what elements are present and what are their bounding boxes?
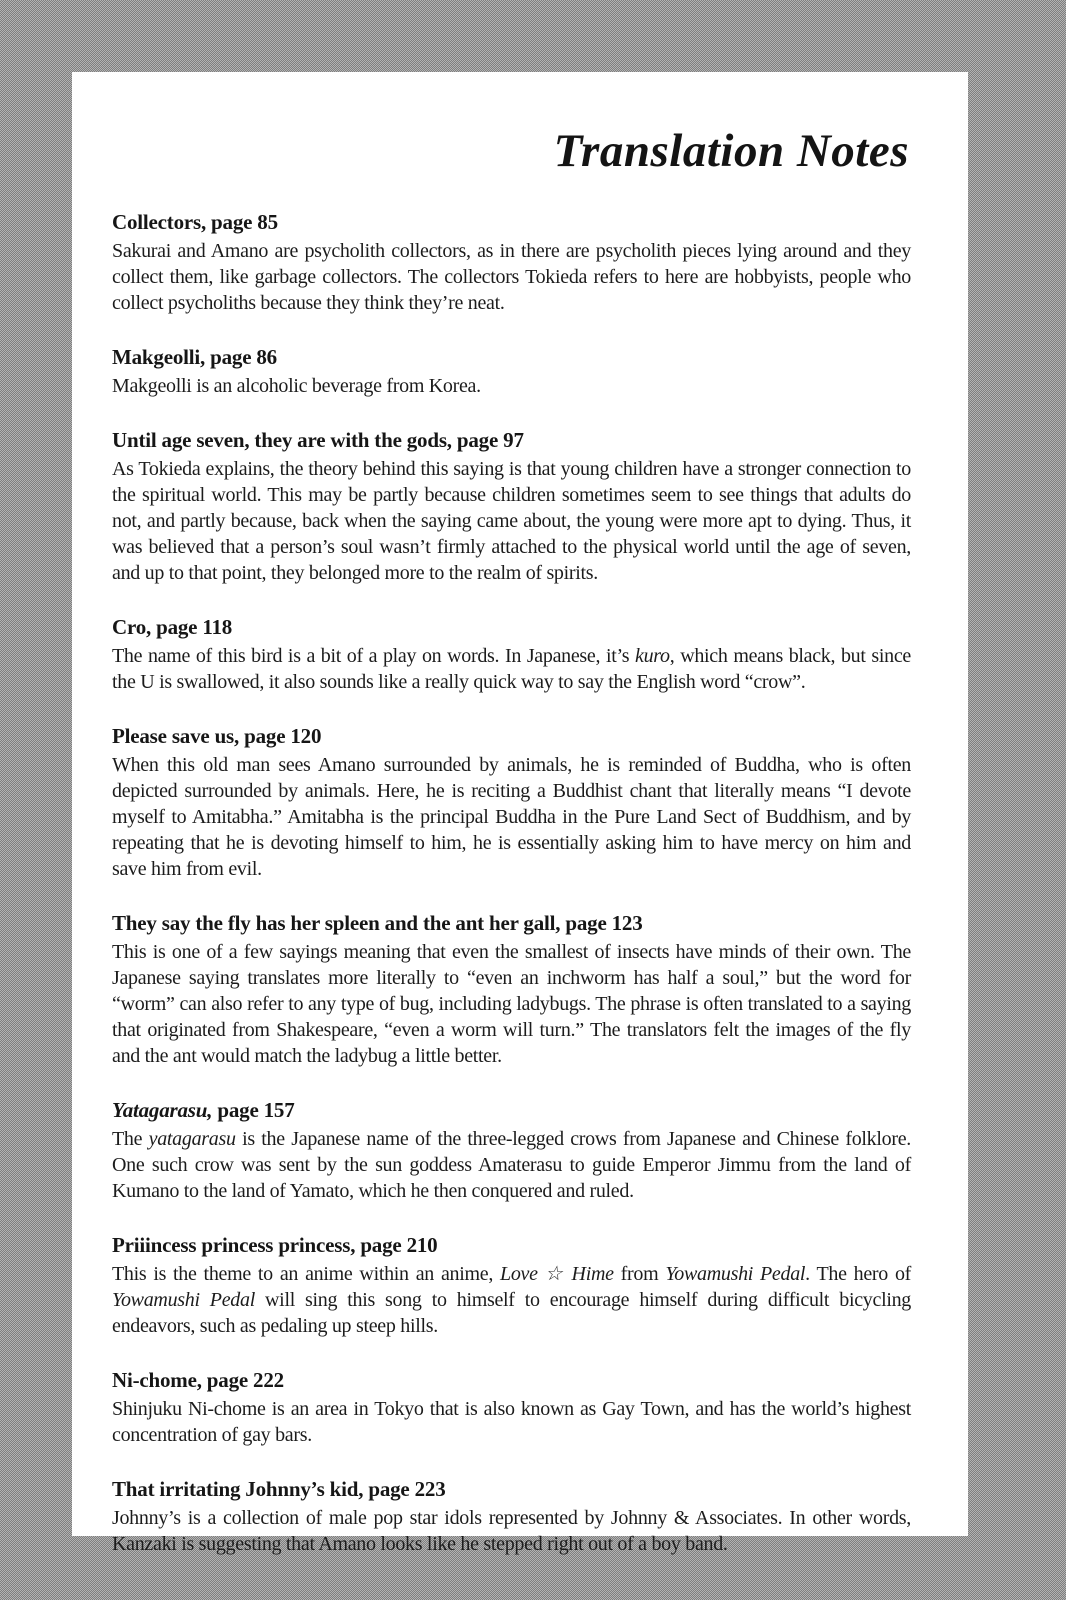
- note-section: [112, 344, 911, 399]
- text-run: The: [112, 1127, 149, 1150]
- note-heading: [112, 614, 911, 640]
- note-body: [112, 373, 911, 399]
- italic-text-run: yatagarasu: [148, 1127, 236, 1150]
- text-run: Please save us, page 120: [112, 723, 322, 748]
- text-run: The name of this bird is a bit of a play on words. In Japanese, it’s: [112, 644, 635, 667]
- note-heading: [112, 344, 911, 370]
- note-section: [112, 910, 911, 1069]
- text-run: , which means black, but since the U is swallowed, it also sounds like a really quick way to say the English word “crow”.: [112, 644, 912, 693]
- text-run: . The hero of: [805, 1262, 912, 1285]
- translation-notes-list: [112, 209, 911, 1557]
- note-heading: [112, 1097, 911, 1123]
- note-body: [112, 456, 911, 586]
- text-run: As Tokieda explains, the theory behind this saying is that young children have a stronger connection to the spiritual world. This may be partly because children sometimes seem to see things that adults do not, and partly because, back when the saying came about, the young were more apt to dying. Thus, it was believed that a person’s soul wasn’t firmly attached to the physical world until the age of seven, and up to that point, they belonged more to the realm of spirits.: [112, 457, 911, 584]
- text-run: Johnny’s is a collection of male pop star idols represented by Johnny & Associates. In other words, Kanzaki is suggesting that Amano looks like he stepped right out of a boy band.: [112, 1506, 911, 1555]
- book-page: [72, 72, 968, 1555]
- text-run: page 157: [212, 1097, 295, 1122]
- text-run: When this old man sees Amano surrounded by animals, he is reminded of Buddha, who is often depicted surrounded by animals. Here, he is reciting a Buddhist chant that literally means “I devote myself to Amitabha.” Amitabha is the principal Buddha in the Pure Land Sect of Buddhism, and by repeating that he is devoting himself to him, he is essentially asking him to have mercy on him and save him from evil.: [112, 753, 911, 880]
- italic-text-run: kuro: [635, 644, 670, 667]
- text-run: Sakurai and Amano are psycholith collectors, as in there are psycholith pieces lying around and they collect them, like garbage collectors. The collectors Tokieda refers to here are hobbyists, people who collect psycholiths because they think they’re neat.: [112, 239, 911, 314]
- text-run: Makgeolli is an alcoholic beverage from Korea.: [112, 374, 481, 397]
- text-run: is the Japanese name of the three-legged crows from Japanese and Chinese folklore. One such crow was sent by the sun goddess Amaterasu to guide Emperor Jimmu from the land of Kumano to the land of Yamato, which he then conquered and ruled.: [112, 1127, 911, 1202]
- text-run: Collectors, page 85: [112, 209, 278, 234]
- note-section: [112, 1232, 911, 1339]
- italic-text-run: Yowamushi Pedal: [665, 1262, 806, 1285]
- note-section: [112, 1097, 911, 1204]
- note-heading: [112, 910, 911, 936]
- note-body: [112, 1261, 911, 1339]
- text-run: This is the theme to an anime within an anime,: [112, 1262, 501, 1285]
- note-section: [112, 1367, 911, 1448]
- text-run: from: [613, 1262, 666, 1285]
- note-body: [112, 1396, 911, 1448]
- note-heading: [112, 1367, 911, 1393]
- note-body: [112, 1505, 911, 1557]
- note-body: [112, 643, 911, 695]
- note-section: [112, 427, 911, 586]
- note-body: [112, 1126, 911, 1204]
- italic-text-run: Yowamushi Pedal: [112, 1288, 255, 1311]
- note-section: [112, 209, 911, 316]
- text-run: That irritating Johnny’s kid, page 223: [112, 1476, 446, 1501]
- note-section: [112, 723, 911, 882]
- text-run: Ni-chome, page 222: [112, 1367, 284, 1392]
- text-run: They say the fly has her spleen and the ant her gall, page 123: [112, 910, 643, 935]
- text-run: This is one of a few sayings meaning that even the smallest of insects have minds of their own. The Japanese saying translates more literally to “even an inchworm has half a soul,” but the word for “worm” can also refer to any type of bug, including ladybugs. The phrase is often translated to a saying that originated from Shakespeare, “even a worm will turn.” The translators felt the images of the fly and the ant would match the ladybug a little better.: [112, 940, 911, 1067]
- text-run: Priiincess princess princess, page 210: [112, 1232, 438, 1257]
- text-run: will sing this song to himself to encourage himself during difficult bicycling endeavors, such as pedaling up steep hills.: [112, 1288, 911, 1337]
- note-body: [112, 238, 911, 316]
- note-heading: [112, 1476, 911, 1502]
- italic-text-run: Yatagarasu,: [112, 1097, 213, 1122]
- text-run: Makgeolli, page 86: [112, 344, 277, 369]
- text-run: Shinjuku Ni-chome is an area in Tokyo that is also known as Gay Town, and has the world’s highest concentration of gay bars.: [112, 1397, 911, 1446]
- note-body: [112, 752, 911, 882]
- note-section: [112, 614, 911, 695]
- text-run: Until age seven, they are with the gods, page 97: [112, 427, 524, 452]
- note-heading: [112, 723, 911, 749]
- italic-text-run: Love ☆ Hime: [500, 1262, 614, 1285]
- page-title: Translation Notes: [553, 125, 909, 177]
- note-section: [112, 1476, 911, 1557]
- note-heading: [112, 209, 911, 235]
- note-body: [112, 939, 911, 1069]
- text-run: Cro, page 118: [112, 614, 233, 639]
- note-heading: [112, 427, 911, 453]
- note-heading: [112, 1232, 911, 1258]
